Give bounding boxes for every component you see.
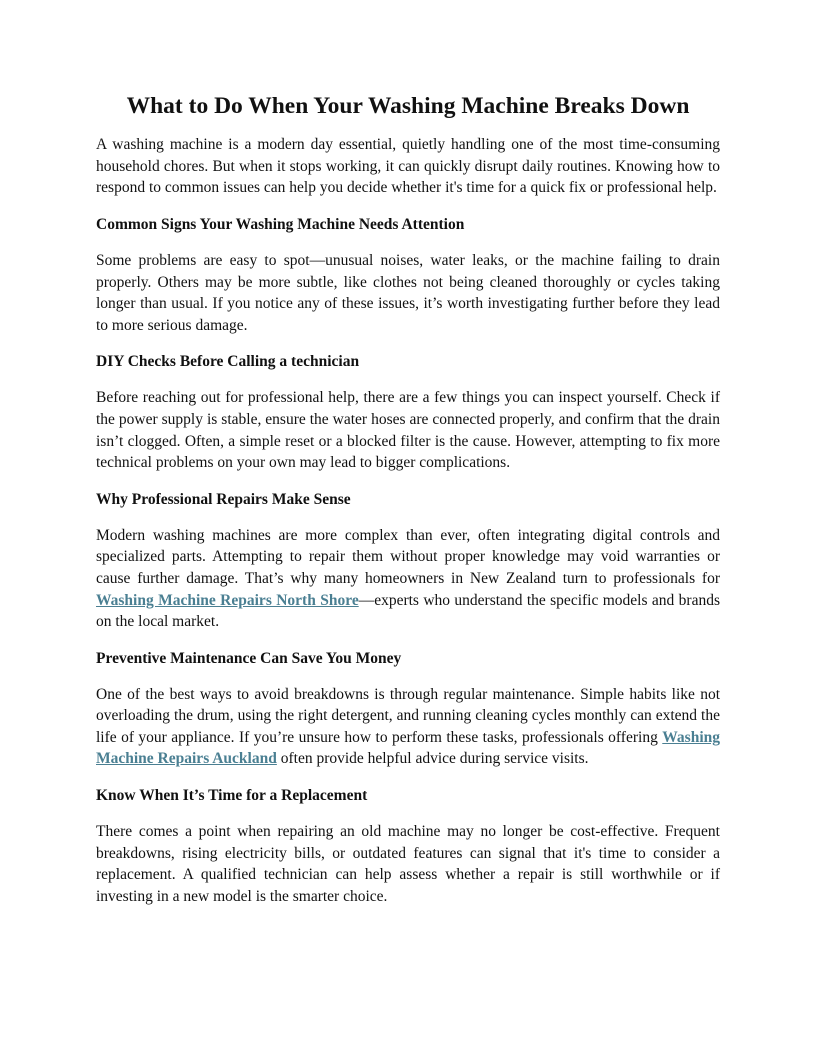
section-replacement (96, 786, 720, 907)
section-body-text: One of the best ways to avoid breakdowns is through regular maintenance. Simple habits like not overloading the drum, using the right detergent, and running cleaning cycles monthly can extend the life of your appliance. If you’re unsure how to perform these tasks, professionals offering (96, 685, 720, 746)
section-heading: Preventive Maintenance Can Save You Money (96, 649, 402, 667)
intro-paragraph: A washing machine is a modern day essential, quietly handling one of the most time-consuming household chores. But when it stops working, it can quickly disrupt daily routines. Knowing how to respond to common issues can help you decide whether it's time for a quick fix or professional help. (96, 136, 720, 197)
section-body: There comes a point when repairing an old machine may no longer be cost-effective. Frequent breakdowns, rising electricity bills, or outdated features can signal that it's time to consider a replacement. A qualified technician can help assess whether a repair is still worthwhile or if investing in a new model is the smarter choice. (96, 823, 720, 905)
section-body-text: often provide helpful advice during service visits. (276, 750, 589, 768)
section-common-signs (96, 215, 720, 336)
section-heading: Know When It’s Time for a Replacement (96, 787, 368, 805)
section-preventive-maintenance (96, 649, 720, 770)
section-body (96, 525, 720, 633)
section-heading: Why Professional Repairs Make Sense (96, 490, 351, 508)
section-heading: Common Signs Your Washing Machine Needs Attention (96, 215, 465, 233)
auckland-repairs-link[interactable]: Washing Machine Repairs Auckland (96, 728, 720, 768)
section-body: Some problems are easy to spot—unusual noises, water leaks, or the machine failing to drain properly. Others may be more subtle, like clothes not being cleaned thoroughly or cycles taking longer than usual. If you notice any of these issues, it’s worth investigating further before they lead to more serious damage. (96, 251, 720, 334)
section-professional-repairs (96, 490, 720, 633)
section-body (96, 684, 720, 770)
north-shore-repairs-link[interactable]: Washing Machine Repairs North Shore (96, 591, 359, 609)
section-heading: DIY Checks Before Calling a technician (96, 353, 360, 371)
document-page (96, 92, 720, 923)
section-body: Before reaching out for professional help, there are a few things you can inspect yourself. Check if the power supply is stable, ensure the water hoses are connected properly, and confirm that the drain isn’t clogged. Often, a simple reset or a blocked filter is the cause. However, attempting to fix more technical problems on your own may lead to bigger complications. (96, 389, 720, 472)
section-body-text: —experts who understand the specific models and brands on the local market. (96, 591, 720, 631)
section-diy-checks (96, 352, 720, 473)
section-body-text: Modern washing machines are more complex than ever, often integrating digital controls and specialized parts. Attempting to repair them without proper knowledge may void warranties or cause further damage. That’s why many homeowners in New Zealand turn to professionals for (96, 526, 720, 587)
page-title: What to Do When Your Washing Machine Breaks Down (126, 93, 690, 119)
